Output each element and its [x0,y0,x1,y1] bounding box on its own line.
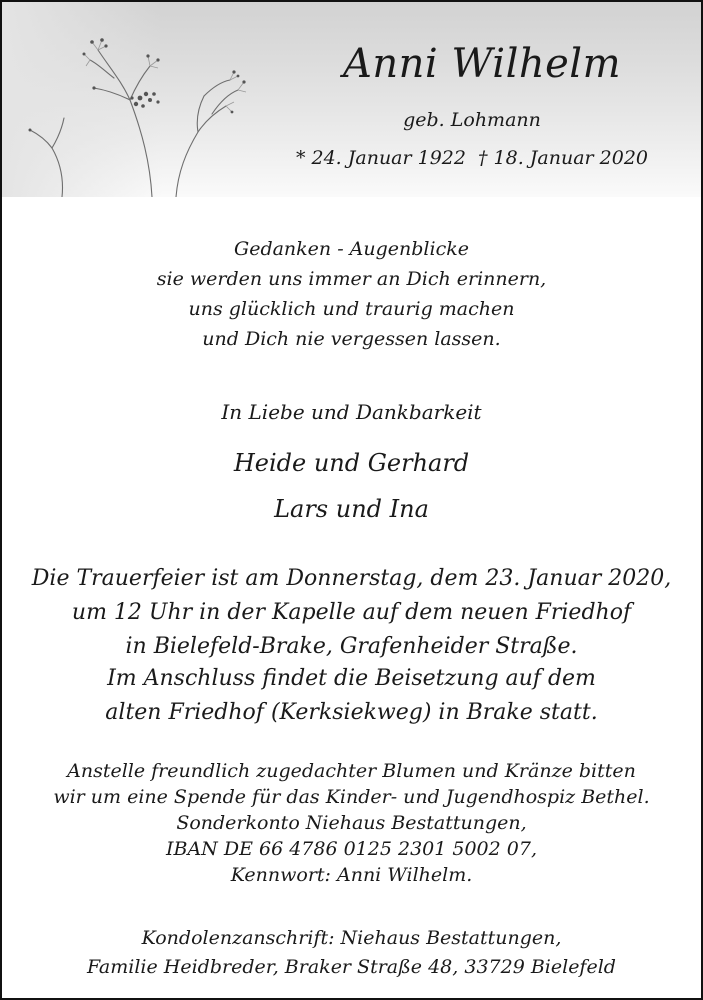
mourner-line: Lars und Ina [274,495,429,523]
service-line: in Bielefeld-Brake, Grafenheider Straße. [125,634,578,659]
donation-line: Anstelle freundlich zugedachter Blumen und Kränze bitten [67,760,636,782]
donation-line: Kennwort: Anni Wilhelm. [230,864,473,886]
poem-line: und Dich nie vergessen lassen. [202,328,501,350]
poem-line: uns glücklich und traurig machen [188,298,515,320]
service-line: Die Trauerfeier ist am Donnerstag, dem 23. Januar 2020, [31,566,672,591]
poem-line: sie werden uns immer an Dich erinnern, [156,268,547,290]
donation-info [2,758,701,888]
life-dates [272,146,672,170]
dried-flower-image [2,2,302,197]
condolence-address [2,924,701,982]
header-banner [2,2,701,197]
burial-info [2,662,701,730]
mourner-line: Heide und Gerhard [233,449,470,477]
birth-date: * 24. Januar 1922 [295,147,466,169]
condolence-line: Familie Heidbreder, Braker Straße 48, 33729 Bielefeld [87,956,616,978]
funeral-service-info [2,562,701,664]
condolence-line: Kondolenzanschrift: Niehaus Bestattungen, [141,927,562,949]
birth-name: geb. Lohmann [403,109,541,131]
service-line: um 12 Uhr in der Kapelle auf dem neuen Friedhof [71,600,632,625]
iban-line: IBAN DE 66 4786 0125 2301 5002 07, [165,838,537,860]
burial-line: alten Friedhof (Kerksiekweg) in Brake statt. [105,700,598,725]
mourners [2,440,701,532]
dedication [2,398,701,426]
donation-line: wir um eine Spende für das Kinder- und Jugendhospiz Bethel. [53,786,650,808]
donation-line: Sonderkonto Niehaus Bestattungen, [176,812,527,834]
burial-line: Im Anschluss findet die Beisetzung auf dem [107,666,596,691]
death-date: † 18. Januar 2020 [478,147,649,169]
deceased-name: Anni Wilhelm [342,41,622,87]
poem-line: Gedanken - Augenblicke [234,238,469,260]
dedication-line: In Liebe und Dankbarkeit [221,400,482,424]
poem [2,234,701,354]
